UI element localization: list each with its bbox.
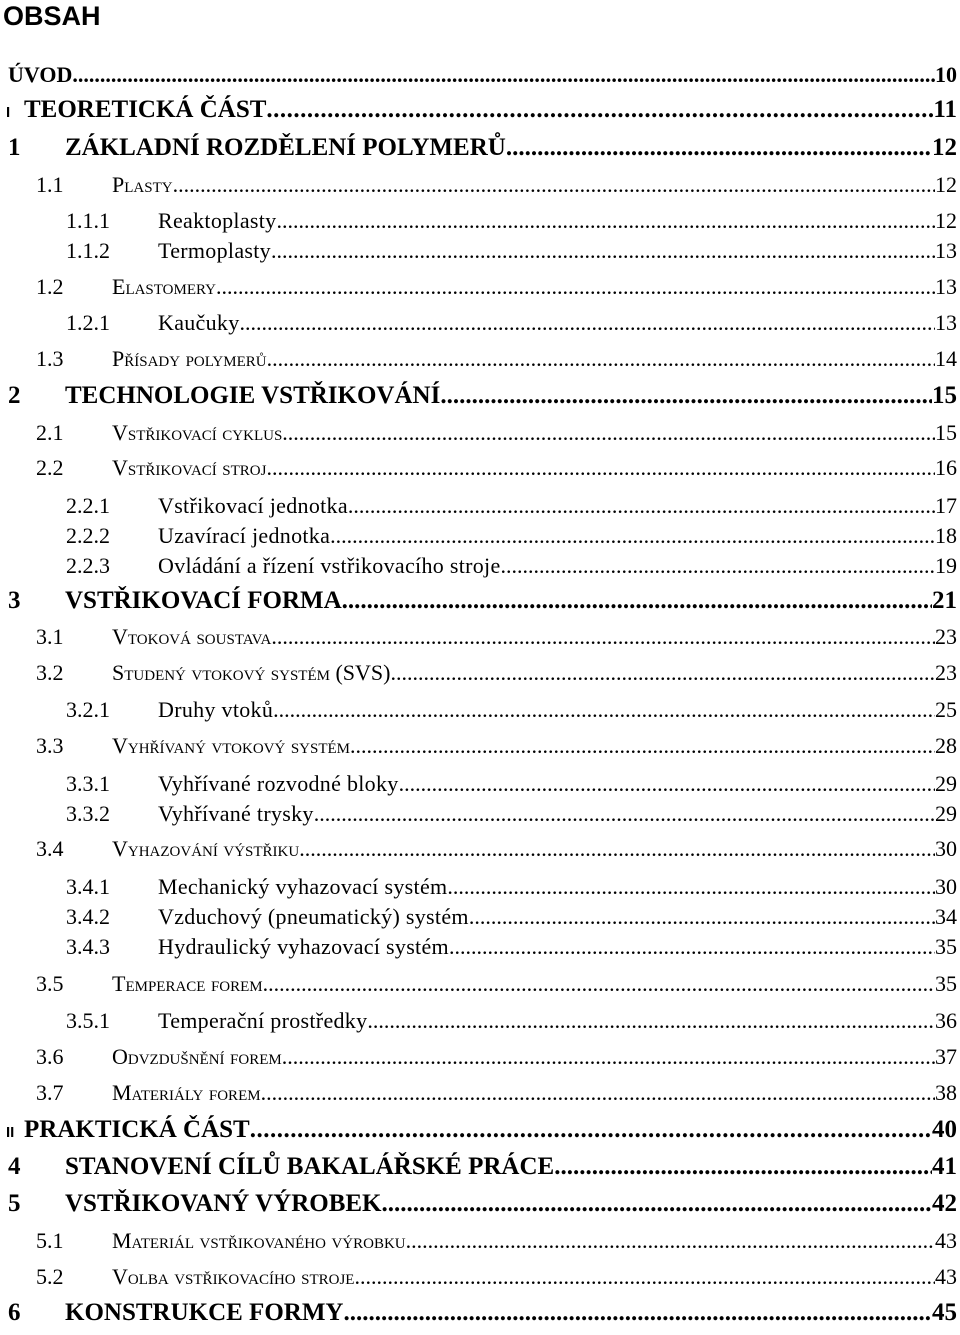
- toc-page: 25: [935, 697, 957, 722]
- toc-number: 3.4: [36, 836, 64, 861]
- toc-title: TEORETICKÁ ČÁST: [24, 96, 267, 123]
- toc-page: 41: [932, 1153, 957, 1180]
- toc-entry[interactable]: [0, 697, 957, 727]
- toc-title: Vyhřívaný vtokový systém: [112, 733, 351, 758]
- toc-page: 35: [935, 934, 957, 959]
- toc-page: 28: [935, 733, 957, 758]
- toc-title: Přísady polymerů: [112, 346, 267, 371]
- dot-leader: [266, 96, 933, 124]
- toc-number: I: [6, 104, 11, 121]
- toc-title: ZÁKLADNÍ ROZDĚLENÍ POLYMERŮ: [65, 134, 506, 161]
- toc-title: Vyhřívané trysky: [158, 801, 314, 826]
- dot-leader: [276, 208, 935, 234]
- toc-title: TECHNOLOGIE VSTŘIKOVÁNÍ: [65, 382, 441, 409]
- dot-leader: [314, 801, 935, 827]
- toc-page: 18: [935, 523, 957, 548]
- toc-number: 3.3: [36, 733, 64, 758]
- dot-leader: [348, 493, 935, 519]
- dot-leader: [469, 904, 935, 930]
- toc-entry[interactable]: [0, 1153, 957, 1189]
- toc-page: 38: [935, 1080, 957, 1105]
- toc-page: 13: [935, 238, 957, 263]
- toc-title: Materiál vstřikovaného výrobku: [112, 1228, 406, 1253]
- toc-entry[interactable]: [0, 934, 957, 964]
- dot-leader: [72, 62, 935, 88]
- toc-title: Vstřikovací stroj: [112, 455, 267, 480]
- toc-number: 3.4.3: [66, 934, 110, 959]
- toc-number: 3.4.1: [66, 874, 110, 899]
- toc-page: 12: [935, 208, 957, 233]
- toc-entry[interactable]: [0, 1228, 957, 1260]
- dot-leader: [271, 238, 935, 264]
- toc-page: 10: [935, 62, 957, 87]
- dot-leader: [266, 455, 935, 481]
- toc-page: 17: [935, 493, 957, 518]
- toc-title: Vzduchový (pneumatický) systém: [158, 904, 469, 929]
- toc-number: 1.1: [36, 172, 64, 197]
- toc-title: Temperační prostředky: [158, 1008, 368, 1033]
- toc-number: 1.1.1: [66, 208, 110, 233]
- toc-entry[interactable]: [0, 1044, 957, 1076]
- toc-title: Ovládání a řízení vstřikovacího stroje: [158, 553, 501, 578]
- toc-title: VSTŘIKOVANÝ VÝROBEK: [65, 1190, 382, 1217]
- toc-number: 5.1: [36, 1228, 64, 1253]
- toc-number: 2.1: [36, 420, 64, 445]
- toc-entry[interactable]: [0, 172, 957, 204]
- toc-title: Vyhazování výstřiku: [112, 836, 300, 861]
- toc-page: 40: [932, 1116, 957, 1143]
- toc-page: 43: [935, 1228, 957, 1253]
- toc-title: KONSTRUKCE FORMY: [65, 1299, 344, 1326]
- toc-number: 1: [8, 134, 21, 161]
- toc-entry[interactable]: [0, 96, 957, 132]
- toc-page: 34: [935, 904, 957, 929]
- toc-page: 36: [935, 1008, 957, 1033]
- toc-page: 13: [935, 310, 957, 335]
- toc-title: Vyhřívané rozvodné bloky: [158, 771, 399, 796]
- toc-page: 11: [933, 96, 957, 123]
- dot-leader: [501, 553, 935, 579]
- dot-leader: [240, 310, 935, 336]
- toc-entry[interactable]: [0, 587, 957, 623]
- toc-title: Volba vstřikovacího stroje: [112, 1264, 355, 1289]
- toc-number: 3.1: [36, 624, 64, 649]
- dot-leader: [367, 1008, 935, 1034]
- dot-leader: [282, 420, 935, 446]
- dot-leader: [406, 1228, 935, 1254]
- toc-page: 23: [935, 660, 957, 685]
- toc-entry[interactable]: [0, 493, 957, 523]
- toc-number: 1.2.1: [66, 310, 110, 335]
- toc-number: 3.7: [36, 1080, 64, 1105]
- toc-number: 6: [8, 1299, 21, 1326]
- toc-page: 37: [935, 1044, 957, 1069]
- dot-leader: [250, 1116, 932, 1144]
- toc-page: 19: [935, 553, 957, 578]
- toc-entry[interactable]: [0, 382, 957, 418]
- toc-number: 2.2.3: [66, 553, 110, 578]
- dot-leader: [343, 1299, 932, 1327]
- toc-entry[interactable]: [0, 420, 957, 452]
- toc-number: 3.5: [36, 971, 64, 996]
- toc-page: 15: [935, 420, 957, 445]
- dot-leader: [173, 172, 935, 198]
- dot-leader: [449, 934, 935, 960]
- toc-title: Druhy vtoků: [158, 697, 274, 722]
- toc-title: VSTŘIKOVACÍ FORMA: [65, 587, 342, 614]
- toc-page: 35: [935, 971, 957, 996]
- toc-entry[interactable]: [0, 1116, 957, 1152]
- toc-title: Vstřikovací cyklus: [112, 420, 283, 445]
- toc-page: 29: [935, 801, 957, 826]
- toc-number: 3: [8, 587, 21, 614]
- dot-leader: [267, 346, 935, 372]
- toc-page: 42: [932, 1190, 957, 1217]
- toc-title: Vstřikovací jednotka: [158, 493, 348, 518]
- toc-entry[interactable]: [0, 660, 957, 692]
- dot-leader: [271, 624, 935, 650]
- toc-page: 43: [935, 1264, 957, 1289]
- toc-page: 15: [932, 382, 957, 409]
- toc-number: 1.3: [36, 346, 64, 371]
- dot-leader: [350, 733, 935, 759]
- toc-entry[interactable]: [0, 836, 957, 868]
- toc-entry[interactable]: [0, 208, 957, 238]
- toc-number: 3.3.1: [66, 771, 110, 796]
- toc-entry[interactable]: [0, 1190, 957, 1226]
- toc-number: 3.2: [36, 660, 64, 685]
- toc-number: 2.2.1: [66, 493, 110, 518]
- toc-number: 2.2.2: [66, 523, 110, 548]
- toc-entry[interactable]: [0, 62, 957, 96]
- toc-number: 3.3.2: [66, 801, 110, 826]
- toc-entry[interactable]: [0, 134, 957, 170]
- toc-number: 5.2: [36, 1264, 64, 1289]
- toc-number: II: [6, 1124, 15, 1141]
- dot-leader: [440, 382, 932, 410]
- toc-entry[interactable]: [0, 1299, 957, 1335]
- toc-page: 16: [935, 455, 957, 480]
- toc-title: Odvzdušnění forem: [112, 1044, 282, 1069]
- toc-title: PRAKTICKÁ ČÁST: [24, 1116, 250, 1143]
- toc-entry[interactable]: [0, 771, 957, 801]
- dot-leader: [216, 274, 935, 300]
- toc-entry[interactable]: [0, 274, 957, 306]
- toc-entry[interactable]: [0, 733, 957, 765]
- toc-title: Reaktoplasty: [158, 208, 277, 233]
- toc-number: 3.6: [36, 1044, 64, 1069]
- toc-page: 14: [935, 346, 957, 371]
- toc-title: Mechanický vyhazovací systém: [158, 874, 448, 899]
- toc-entry[interactable]: [0, 971, 957, 1003]
- toc-page: 45: [932, 1299, 957, 1326]
- toc-title: Temperace forem: [112, 971, 263, 996]
- toc-title: Elastomery: [112, 274, 217, 299]
- toc-title: Plasty: [112, 172, 173, 197]
- dot-leader: [263, 971, 935, 997]
- toc-page: 23: [935, 624, 957, 649]
- toc-number: 2: [8, 382, 21, 409]
- toc-entry[interactable]: [0, 1008, 957, 1038]
- toc-number: 3.5.1: [66, 1008, 110, 1033]
- toc-entry[interactable]: [0, 801, 957, 831]
- toc-title: Studený vtokový systém (SVS): [112, 660, 391, 685]
- toc-title: STANOVENÍ CÍLŮ BAKALÁŘSKÉ PRÁCE: [65, 1153, 555, 1180]
- toc-number: 3.4.2: [66, 904, 110, 929]
- toc-entry[interactable]: [0, 553, 957, 583]
- toc-page: 12: [935, 172, 957, 197]
- toc-entry[interactable]: [0, 624, 957, 656]
- toc-number: 4: [8, 1153, 21, 1180]
- toc-entry[interactable]: [0, 310, 957, 340]
- dot-leader: [390, 660, 935, 686]
- dot-leader: [273, 697, 935, 723]
- toc-page: 29: [935, 771, 957, 796]
- dot-leader: [382, 1190, 932, 1218]
- toc-title: Vtoková soustava: [112, 624, 272, 649]
- toc-page: 30: [935, 874, 957, 899]
- toc-title: Kaučuky: [158, 310, 240, 335]
- toc-entry[interactable]: [0, 874, 957, 904]
- dot-leader: [282, 1044, 935, 1070]
- toc-entry[interactable]: [0, 1264, 957, 1296]
- dot-leader: [299, 836, 935, 862]
- toc-entry[interactable]: [0, 238, 957, 268]
- toc-page: 13: [935, 274, 957, 299]
- toc-number: 2.2: [36, 455, 64, 480]
- dot-leader: [342, 587, 932, 615]
- toc-number: 1.1.2: [66, 238, 110, 263]
- toc-title: Hydraulický vyhazovací systém: [158, 934, 449, 959]
- page-title: OBSAH: [3, 1, 101, 31]
- toc-title: Termoplasty: [158, 238, 271, 263]
- toc-page: 12: [932, 134, 957, 161]
- toc-number: 3.2.1: [66, 697, 110, 722]
- toc-entry[interactable]: [0, 346, 957, 378]
- toc-entry[interactable]: [0, 523, 957, 553]
- toc-page: 30: [935, 836, 957, 861]
- toc-entry[interactable]: [0, 904, 957, 934]
- toc-title: Materiály forem: [112, 1080, 261, 1105]
- dot-leader: [506, 134, 932, 162]
- dot-leader: [399, 771, 935, 797]
- dot-leader: [447, 874, 935, 900]
- toc-entry[interactable]: [0, 1080, 957, 1112]
- toc-title: ÚVOD: [8, 62, 73, 87]
- toc-entry[interactable]: [0, 455, 957, 487]
- dot-leader: [354, 1264, 935, 1290]
- dot-leader: [554, 1153, 932, 1181]
- toc-number: 1.2: [36, 274, 64, 299]
- toc-title: Uzavírací jednotka: [158, 523, 331, 548]
- toc-number: 5: [8, 1190, 21, 1217]
- dot-leader: [261, 1080, 935, 1106]
- dot-leader: [330, 523, 935, 549]
- toc-page: 21: [932, 587, 957, 614]
